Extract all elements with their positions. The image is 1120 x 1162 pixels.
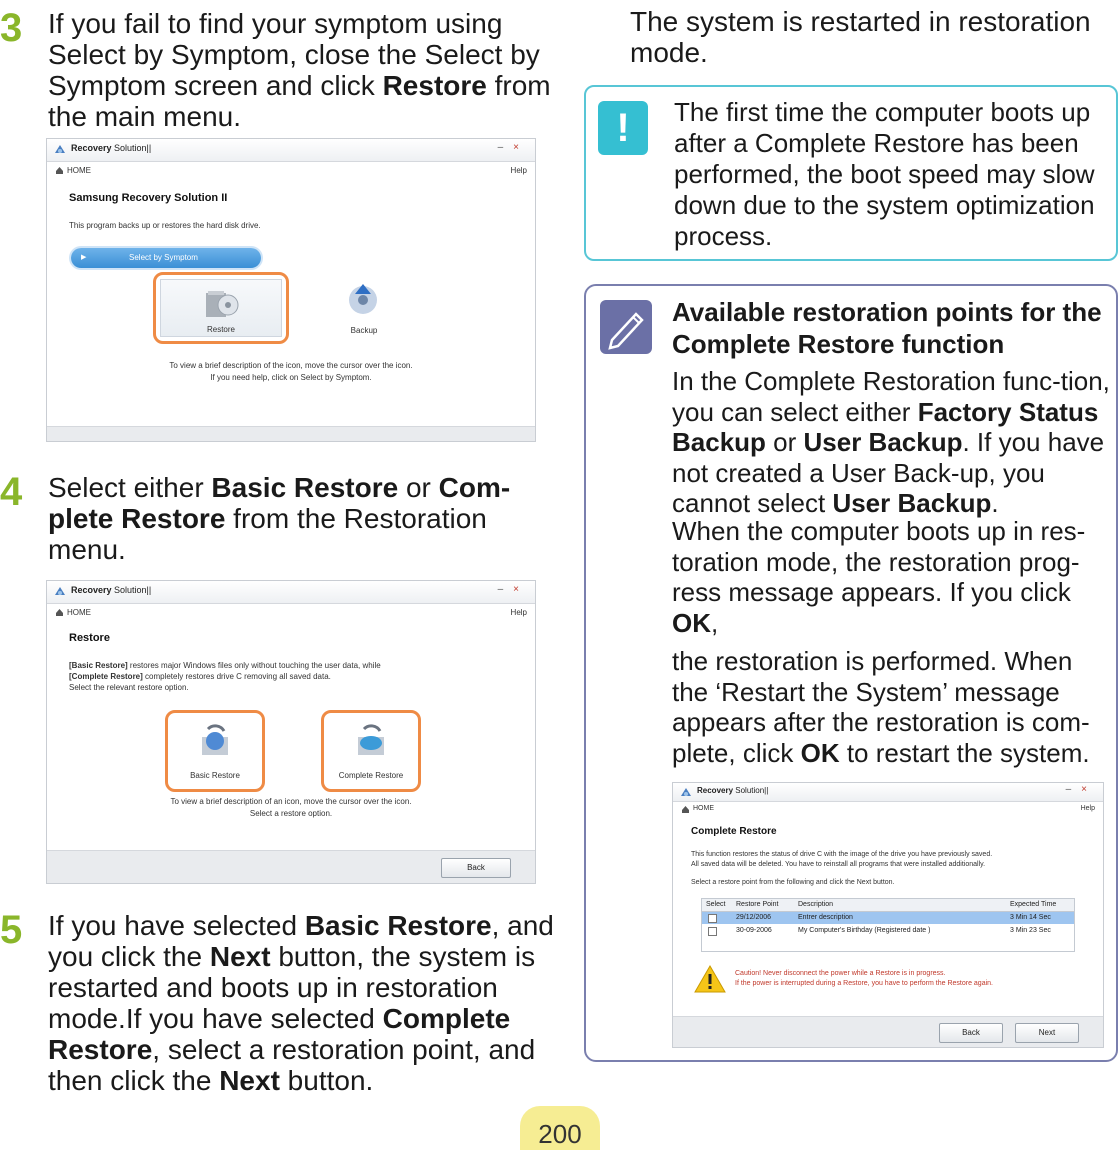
caution-text: The first time the computer boots up after a Complete Restore has been performed, the boot speed may slow down due to the system optimization process. [674,97,1095,251]
restore-desc-line-1: [Basic Restore] restores major Windows files only without touching the user data, while [69,661,381,670]
help-link[interactable]: Help [510,608,527,617]
warning-line-2: If the power is interrupted during a Restore, you have to perform the Restore again. [735,980,993,987]
menubar [673,802,1103,819]
note-paragraph-2: When the computer boots up in res-toration mode, the restoration prog-ress message appears. If you click OK, [672,516,1086,638]
restore-icon [202,283,240,321]
intro-text: The system is restarted in restoration mode. [630,6,1091,68]
step-text: If you fail to find your symptom using Select by Symptom, close the Select by Symptom screen and click Restore from the main menu. [48,8,551,132]
restore-desc-line-3: Select the relevant restore option. [69,683,189,692]
step-text: If you have selected Basic Restore, and you click the Next button, the system is restarted and boots up in restoration mode.If you have selected Complete Restore, select a restoration point, and then click the Next button. [48,910,554,1096]
menubar [47,162,535,181]
window-footer [673,1016,1103,1047]
row-checkbox[interactable] [708,914,717,923]
restore-point-table [701,898,1075,952]
complete-restore-icon [352,723,390,761]
basic-restore-icon [196,723,234,761]
recovery-app-icon [53,143,67,155]
note-paragraph-3: the restoration is performed. When the ‘Restart the System’ message appears after the restoration is com-plete, click OK to restart the system. [672,646,1090,768]
home-icon [681,805,690,814]
close-icon[interactable]: × [513,142,529,153]
row-checkbox[interactable] [708,927,717,936]
window-heading: Restore [69,632,110,644]
warning-icon [693,964,727,994]
backup-label: Backup [350,326,378,335]
hint-line-2: Select a restore option. [249,809,333,818]
home-link[interactable]: HOME [67,608,91,617]
hint-line-1: To view a brief description of the icon, move the cursor over the icon. [169,361,413,370]
complete-desc-line-3: Select a restore point from the following and click the Next button. [691,879,895,886]
window-heading: Complete Restore [691,826,777,837]
minimize-button[interactable]: – [497,584,514,595]
window-titlebar: Recovery Solution|| –× [47,139,535,162]
exclamation-icon: ! [598,101,648,155]
page-number: 200 [520,1106,600,1150]
backup-tile[interactable] [327,276,401,344]
help-link[interactable]: Help [1080,805,1095,812]
table-header: Select Restore Point Description Expected Time [702,899,1074,912]
pencil-note-icon [600,300,652,354]
recovery-app-icon [679,786,693,798]
hint-line-2: If you need help, click on Select by Symptom. [210,373,372,382]
home-link[interactable]: HOME [67,166,91,175]
close-icon[interactable]: × [1081,784,1097,795]
step-text: Select either Basic Restore or Com-plete Restore from the Restoration menu. [48,472,511,565]
complete-restore-label: Complete Restore [338,771,404,780]
note-title: Available restoration points for the Complete Restore function [672,297,1102,359]
table-row[interactable]: 29/12/2006 Entrer description 3 Min 14 Sec [702,912,1074,924]
screenshot-main-menu [46,138,536,442]
right-column [584,0,1120,1146]
menubar [47,604,535,623]
warning-line-1: Caution! Never disconnect the power while a Restore is in progress. [735,970,946,977]
select-by-symptom-button[interactable]: ▶ Select by Symptom [71,248,261,268]
basic-restore-tile[interactable] [165,710,265,792]
complete-restore-tile[interactable] [321,710,421,792]
basic-restore-label: Basic Restore [190,771,240,780]
step-number: 5 [0,908,23,952]
restore-label: Restore [206,325,235,334]
table-row[interactable]: 30-09-2006 My Computer's Birthday (Registered date ) 3 Min 23 Sec [702,925,1074,937]
screenshot-restore-menu [46,580,536,884]
next-button[interactable]: Next [1015,1023,1079,1043]
step-number: 4 [0,470,23,514]
recovery-app-icon [53,585,67,597]
minimize-button[interactable]: – [1065,784,1082,795]
home-link[interactable]: HOME [693,805,714,812]
complete-desc-line-1: This function restores the status of drive C with the image of the drive you have previously saved. [691,851,993,858]
restore-desc-line-2: [Complete Restore] completely restores drive C removing all saved data. [69,672,331,681]
minimize-button[interactable]: – [497,142,514,153]
screenshot-complete-restore [672,782,1104,1048]
window-titlebar: Recovery Solution|| –× [47,581,535,604]
back-button[interactable]: Back [939,1023,1003,1043]
window-footer [47,426,535,441]
note-box [584,284,1118,1062]
backup-icon [343,280,383,320]
restore-tile[interactable] [153,272,289,344]
caution-box [584,85,1118,261]
window-titlebar: Recovery Solution|| –× [673,783,1103,802]
note-paragraph-1: In the Complete Restoration func-tion, you can select either Factory Status Backup or User Backup. If you have not created a User Back-up, you cannot select User Backup. [672,366,1110,518]
step-number: 3 [0,6,23,50]
home-icon [55,166,64,175]
hint-line-1: To view a brief description of an icon, move the cursor over the icon. [170,797,412,806]
window-footer [47,850,535,883]
close-icon[interactable]: × [513,584,529,595]
window-description: This program backs up or restores the hard disk drive. [69,221,261,230]
play-icon: ▶ [81,254,87,261]
help-link[interactable]: Help [510,166,527,175]
back-button[interactable]: Back [441,858,511,878]
complete-desc-line-2: All saved data will be deleted. You have to reinstall all programs that were installed additionally. [691,861,986,868]
window-heading: Samsung Recovery Solution II [69,192,228,204]
home-icon [55,608,64,617]
